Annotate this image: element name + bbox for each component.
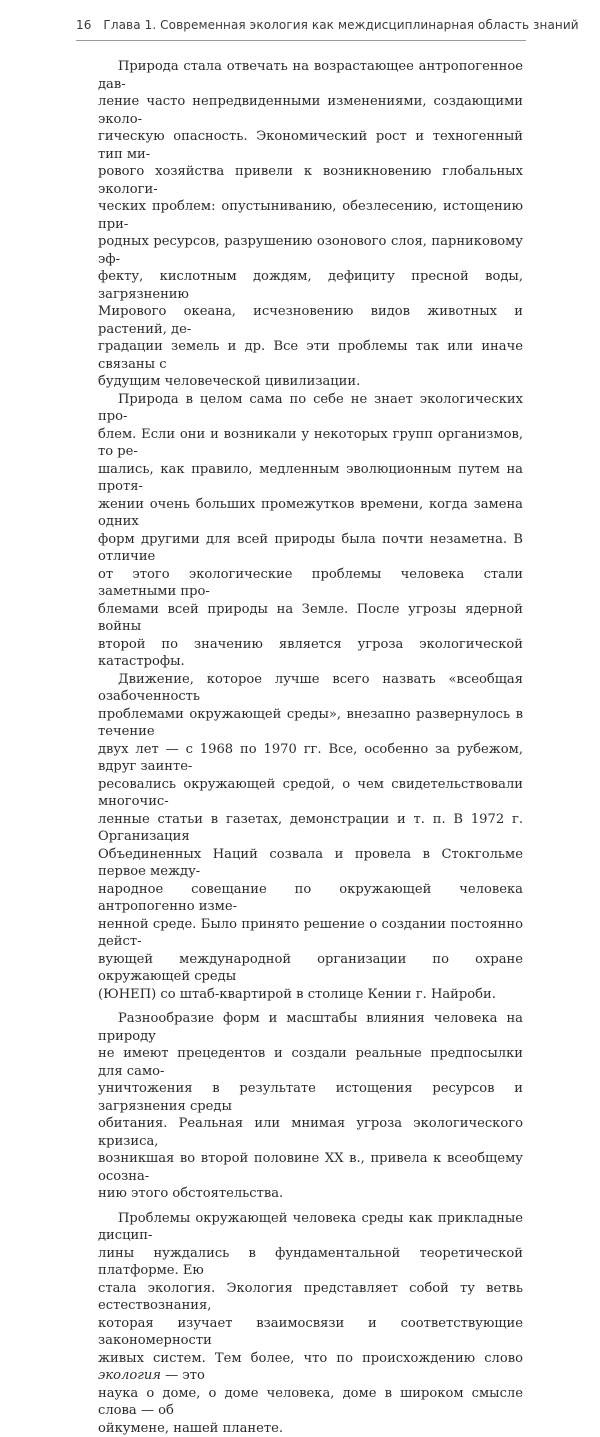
paragraph: Природа в целом сама по себе не знает экологических про- блем. Если они и возникали у некоторых групп организмов, то ре- шались, как правило, медленным эволюционным путем на протя- жении очень больших промежутков времени, когда замена одних форм другими для всей природы была почти незаметна. В отличие от этого экологические проблемы человека стали заметными про- блемами всей природы на Земле. После угрозы ядерной войны второй по значению является угроза экологической катастрофы. (98, 391, 523, 671)
body-text (98, 58, 523, 1437)
page-number: 16 (76, 18, 91, 32)
paragraph-text-before: Проблемы окружающей человека среды как прикладные дисцип- лины нуждались в фундаментальной теоретической платформе. Ею стала экология. Экология представляет собой ту ветвь естествознания, которая изучает взаимосвязи и соответствующие закономерности живых систем. Тем более, что по происхождению слово (98, 1211, 523, 1366)
emphasized-term: экология (98, 1368, 161, 1383)
paragraph-text-after: — это наука о доме, о доме человека, доме в широком смысле слова — об ойкумене, нашей планете. (98, 1368, 523, 1436)
paragraph: Движение, которое лучше всего назвать «всеобщая озабоченность проблемами окружающей среды», внезапно развернулось в течение двух лет — с 1968 по 1970 гг. Все, особенно за рубежом, вдруг заинте- ресовались окружающей средой, о чем свидетельствовали многочис- ленные статьи в газетах, демонстрации и т. п. В 1972 г. Организация Объединенных Наций созвала и провела в Стокгольме первое между- народное совещание по окружающей человека антропогенно изме- ненной среде. Было принято решение о создании постоянно дейст- вующей международной организации по охране окружающей среды (ЮНЕП) со штаб-квартирой в столице Кении г. Найроби. (98, 671, 523, 1004)
header-rule (76, 40, 526, 41)
running-header (76, 18, 526, 32)
paragraph (98, 1210, 523, 1437)
running-title: Глава 1. Современная экология как междисциплинарная область знаний (103, 18, 578, 32)
paragraph: Природа стала отвечать на возрастающее антропогенное дав- ление часто непредвиденными изменениями, создающими эколо- гическую опасность. Экономический рост и техногенный тип ми- рового хозяйства привели к возникновению глобальных экологи- ческих проблем: опустыниванию, обезлесению, истощению при- родных ресурсов, разрушению озонового слоя, парниковому эф- фекту, кислотным дождям, дефициту пресной воды, загрязнению Мирового океана, исчезновению видов животных и растений, де- градации земель и др. Все эти проблемы так или иначе связаны с будущим человеческой цивилизации. (98, 58, 523, 391)
paragraph: Разнообразие форм и масштабы влияния человека на природу не имеют прецедентов и создали реальные предпосылки для само- уничтожения в результате истощения ресурсов и загрязнения среды обитания. Реальная или мнимая угроза экологического кризиса, возникшая во второй половине XX в., привела к всеобщему осозна- нию этого обстоятельства. (98, 1010, 523, 1203)
